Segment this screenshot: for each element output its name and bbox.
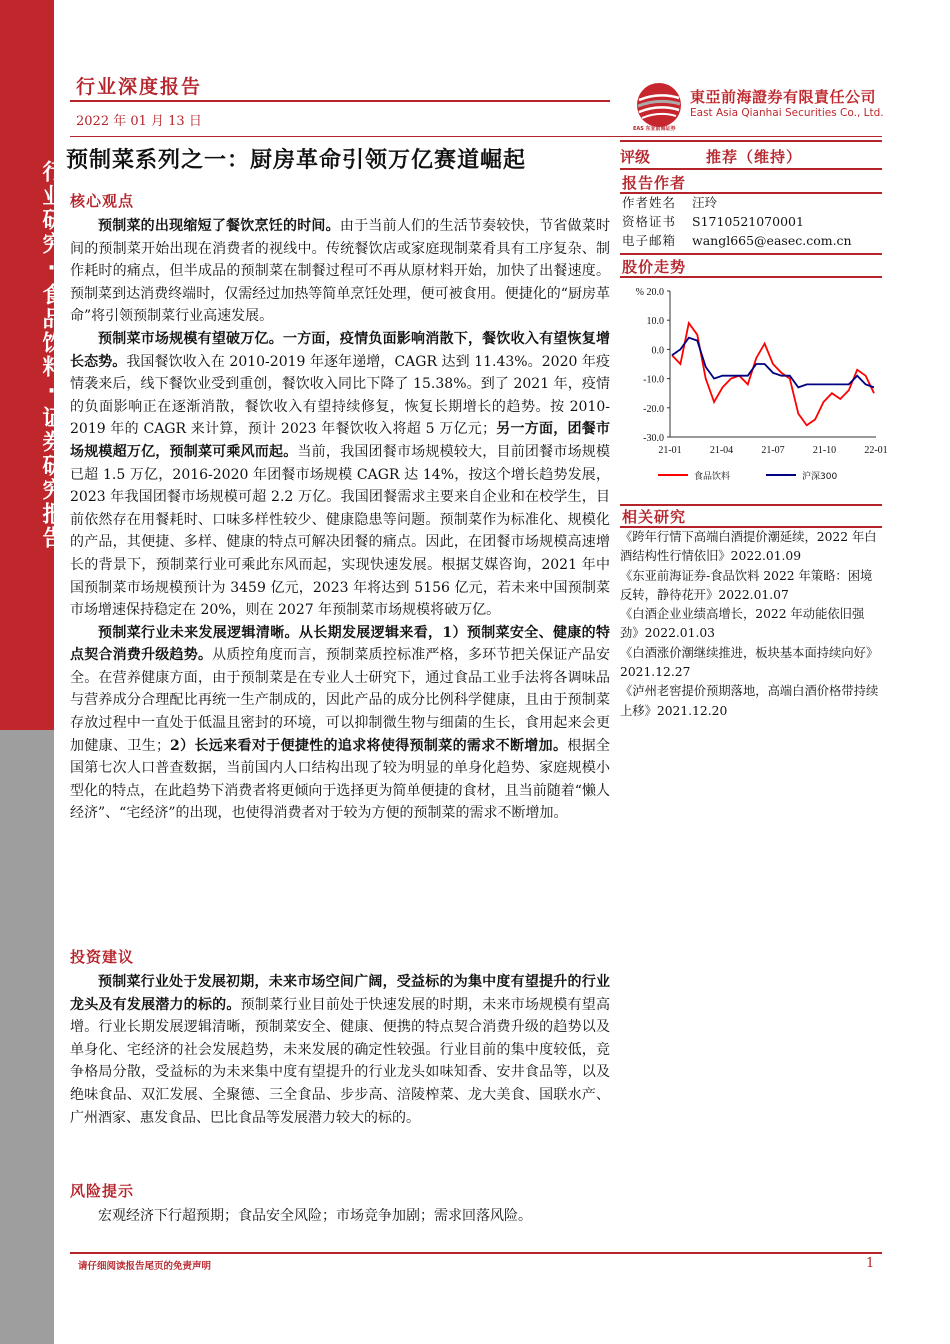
author-row-cert: 资格证书 S1710521070001: [622, 214, 804, 229]
svg-text:21-04: 21-04: [709, 445, 734, 456]
date-divider: [70, 136, 882, 137]
report-date: 2022 年 01 月 13 日: [76, 114, 202, 129]
related-item[interactable]: 《东亚前海证券-食品饮料 2022 年策略：困境反转，静待花开》2022.01.07: [620, 568, 873, 602]
author-heading: 报告作者: [622, 174, 687, 192]
disclaimer-note[interactable]: 请仔细阅读报告尾页的免责声明: [78, 1261, 212, 1272]
svg-text:0.0: 0.0: [651, 345, 664, 357]
rating-value: 推荐（维持）: [706, 148, 803, 166]
report-type: 行业深度报告: [76, 76, 203, 98]
page-number: 1: [866, 1256, 875, 1271]
rating-top-rule: [620, 140, 882, 142]
invest-paragraph: 预制菜行业处于发展初期，未来市场空间广阔，受益标的为集中度有望提升的行业龙头及有发展潜力的标的。预制菜行业目前处于快速发展的时期，未来市场规模有望高增。行业长期发展逻辑清晰，预制菜安全、健康、便携的特点契合消费升级的趋势以及单身化、宅经济的社会发展趋势，未来发展的确定性较强。行业目前的集中度较低，竞争格局分散，受益标的为未来集中度有望提升的行业龙头如味知香、安井食品等，以及绝味食品、双汇发展、全聚德、三全食品、步步高、涪陵榨菜、龙大美食、国联水产、广州酒家、惠发食品、巴比食品等发展潜力较大的标的。: [70, 974, 610, 1126]
related-list: [620, 528, 882, 721]
author-email[interactable]: wangl665@easec.com.cn: [692, 233, 852, 248]
company-name-cn: 東亞前海證券有限責任公司: [690, 88, 877, 106]
svg-text:21-07: 21-07: [761, 445, 785, 456]
svg-text:-20.0: -20.0: [643, 403, 664, 415]
svg-text:21-01: 21-01: [658, 445, 682, 456]
company-logo-icon: [634, 80, 684, 130]
svg-text:10.0: 10.0: [646, 316, 664, 328]
svg-text:22-01: 22-01: [864, 445, 888, 456]
svg-text:沪深300: 沪深300: [802, 472, 838, 482]
risk-paragraph: 宏观经济下行超预期；食品安全风险；市场竞争加剧；需求回落风险。: [98, 1208, 532, 1224]
sidebar-gray-band: [0, 730, 54, 1344]
invest-body: [70, 971, 610, 1129]
section-heading-invest: 投资建议: [70, 948, 135, 966]
page-title: 预制菜系列之一：厨房革命引领万亿赛道崛起: [66, 147, 527, 173]
core-paragraph-2: 预制菜市场规模有望破万亿。一方面，疫情负面影响消散下，餐饮收入有望恢复增长态势。我国餐饮收入在 2010-2019 年逐年递增，CAGR 达到 11.43%。2020 年疫情袭来后，线下餐饮业受到重创，餐饮收入同比下降了 15.38%。到了 2021 年，疫情的负面影响正在逐渐消散，餐饮收入有望持续修复，恢复长期增长的趋势。按 2010-2019 年的 CAGR 来计算，预计 2023 年餐饮收入将超 5 万亿元；另一方面，团餐市场规模超万亿，预制菜可乘风而起。当前，我国团餐市场规模较大，目前团餐市场规模已超 1.5 万亿，2016-2020 年团餐市场规模 CAGR 达 14%，按这个增长趋势发展，2023 年我国团餐市场规模可超 2.2 万亿。我国团餐需求主要来自企业和在校学生，目前依然存在用餐耗时、口味多样性较少、健康隐患等问题。预制菜作为标准化、规模化的产品，其便捷、多样、健康的特点可解决团餐的痛点。因此，在团餐市场规模高速增长的背景下，预制菜行业可乘此东风而起，实现快速发展。根据艾媒咨询，2021 年中国预制菜市场规模预计为 3459 亿元，2023 年将达到 5156 亿元，若未来中国预制菜市场增速保持稳定在 20%，则在 2027 年预制菜市场规模将破万亿。: [70, 330, 611, 619]
rating-bottom-rule: [620, 168, 882, 170]
svg-text:-10.0: -10.0: [643, 374, 664, 386]
company-name-en: East Asia Qianhai Securities Co., Ltd.: [690, 107, 884, 119]
section-heading-core: 核心观点: [70, 192, 135, 210]
rating-row: [620, 146, 882, 167]
related-item[interactable]: 《白酒企业业绩高增长，2022 年动能依旧强劲》2022.01.03: [620, 607, 865, 641]
sidebar-band: [0, 0, 64, 730]
author-table: [622, 193, 852, 250]
related-item[interactable]: 《跨年行情下高端白酒提价潮延续，2022 年白酒结构性行情依旧》2022.01.09: [620, 530, 877, 564]
svg-text:-30.0: -30.0: [643, 433, 664, 444]
author-row-email: 电子邮箱 wangl665@easec.com.cn: [622, 233, 852, 248]
stock-trend-chart: [618, 283, 890, 493]
stock-rule-bottom: [620, 276, 882, 278]
related-item[interactable]: 《泸州老窖提价预期落地，高端白酒价格带持续上移》2021.12.20: [620, 684, 879, 718]
core-body: [70, 215, 610, 825]
stock-trend-heading: 股价走势: [622, 258, 687, 276]
svg-text:21-10: 21-10: [812, 445, 837, 456]
footer-rule: [70, 1252, 882, 1254]
stock-rule-top: [620, 253, 882, 255]
sidebar-label: 行业研究·食品饮料·证券研究报告: [39, 160, 64, 550]
related-item[interactable]: 《白酒涨价潮继续推进，板块基本面持续向好》2021.12.27: [620, 645, 879, 680]
section-heading-risk: 风险提示: [70, 1182, 135, 1200]
core-paragraph-3: 预制菜行业未来发展逻辑清晰。从长期发展逻辑来看，1）预制菜安全、健康的特点契合消费升级趋势。从质控角度而言，预制菜质控标准严格，多环节把关保证产品安全。在营养健康方面，由于预制菜是在专业人士研究下，通过食品工业手法将各调味品与营养成分合理配比再统一生产制成的，因此产品的成分比例科学健康，且由于预制菜存放过程中一直处于低温且密封的环境，可以抑制微生物与细菌的生长，食用起来会更加健康、卫生；2）长远来看对于便捷性的追求将使得预制菜的需求不断增加。根据全国第七次人口普查数据，当前国内人口结构出现了较为明显的单身化趋势、家庭规模小型化的特点，在此趋势下消费者将更倾向于选择更为简单便捷的食材，且当前随着“懒人经济”、“宅经济”的出现，也使得消费者对于较为方便的预制菜的需求不断增加。: [70, 624, 611, 822]
svg-text:% 20.0: % 20.0: [635, 287, 664, 298]
author-row-name: 作者姓名 汪玲: [622, 195, 718, 210]
header-divider: [70, 100, 610, 102]
core-paragraph-1: 预制菜的出现缩短了餐饮烹饪的时间。由于当前人们的生活节奏较快，节省做菜时间的预制菜开始出现在消费者的视线中。传统餐饮店或家庭现制菜肴具有工序复杂、制作耗时的痛点，但半成品的预制菜在制餐过程可不再从原材料开始，加快了出餐速度。预制菜到达消费终端时，仅需经过加热等简单烹饪处理，便可被食用。便捷化的“厨房革命”将引领预制菜行业高速发展。: [70, 218, 611, 325]
logo-caption: EAS 东亚前海证券: [633, 126, 676, 132]
risk-body: [70, 1205, 610, 1228]
rating-label: 评级: [620, 148, 651, 166]
svg-text:食品饮料: 食品饮料: [694, 472, 731, 482]
related-heading: 相关研究: [622, 508, 687, 526]
